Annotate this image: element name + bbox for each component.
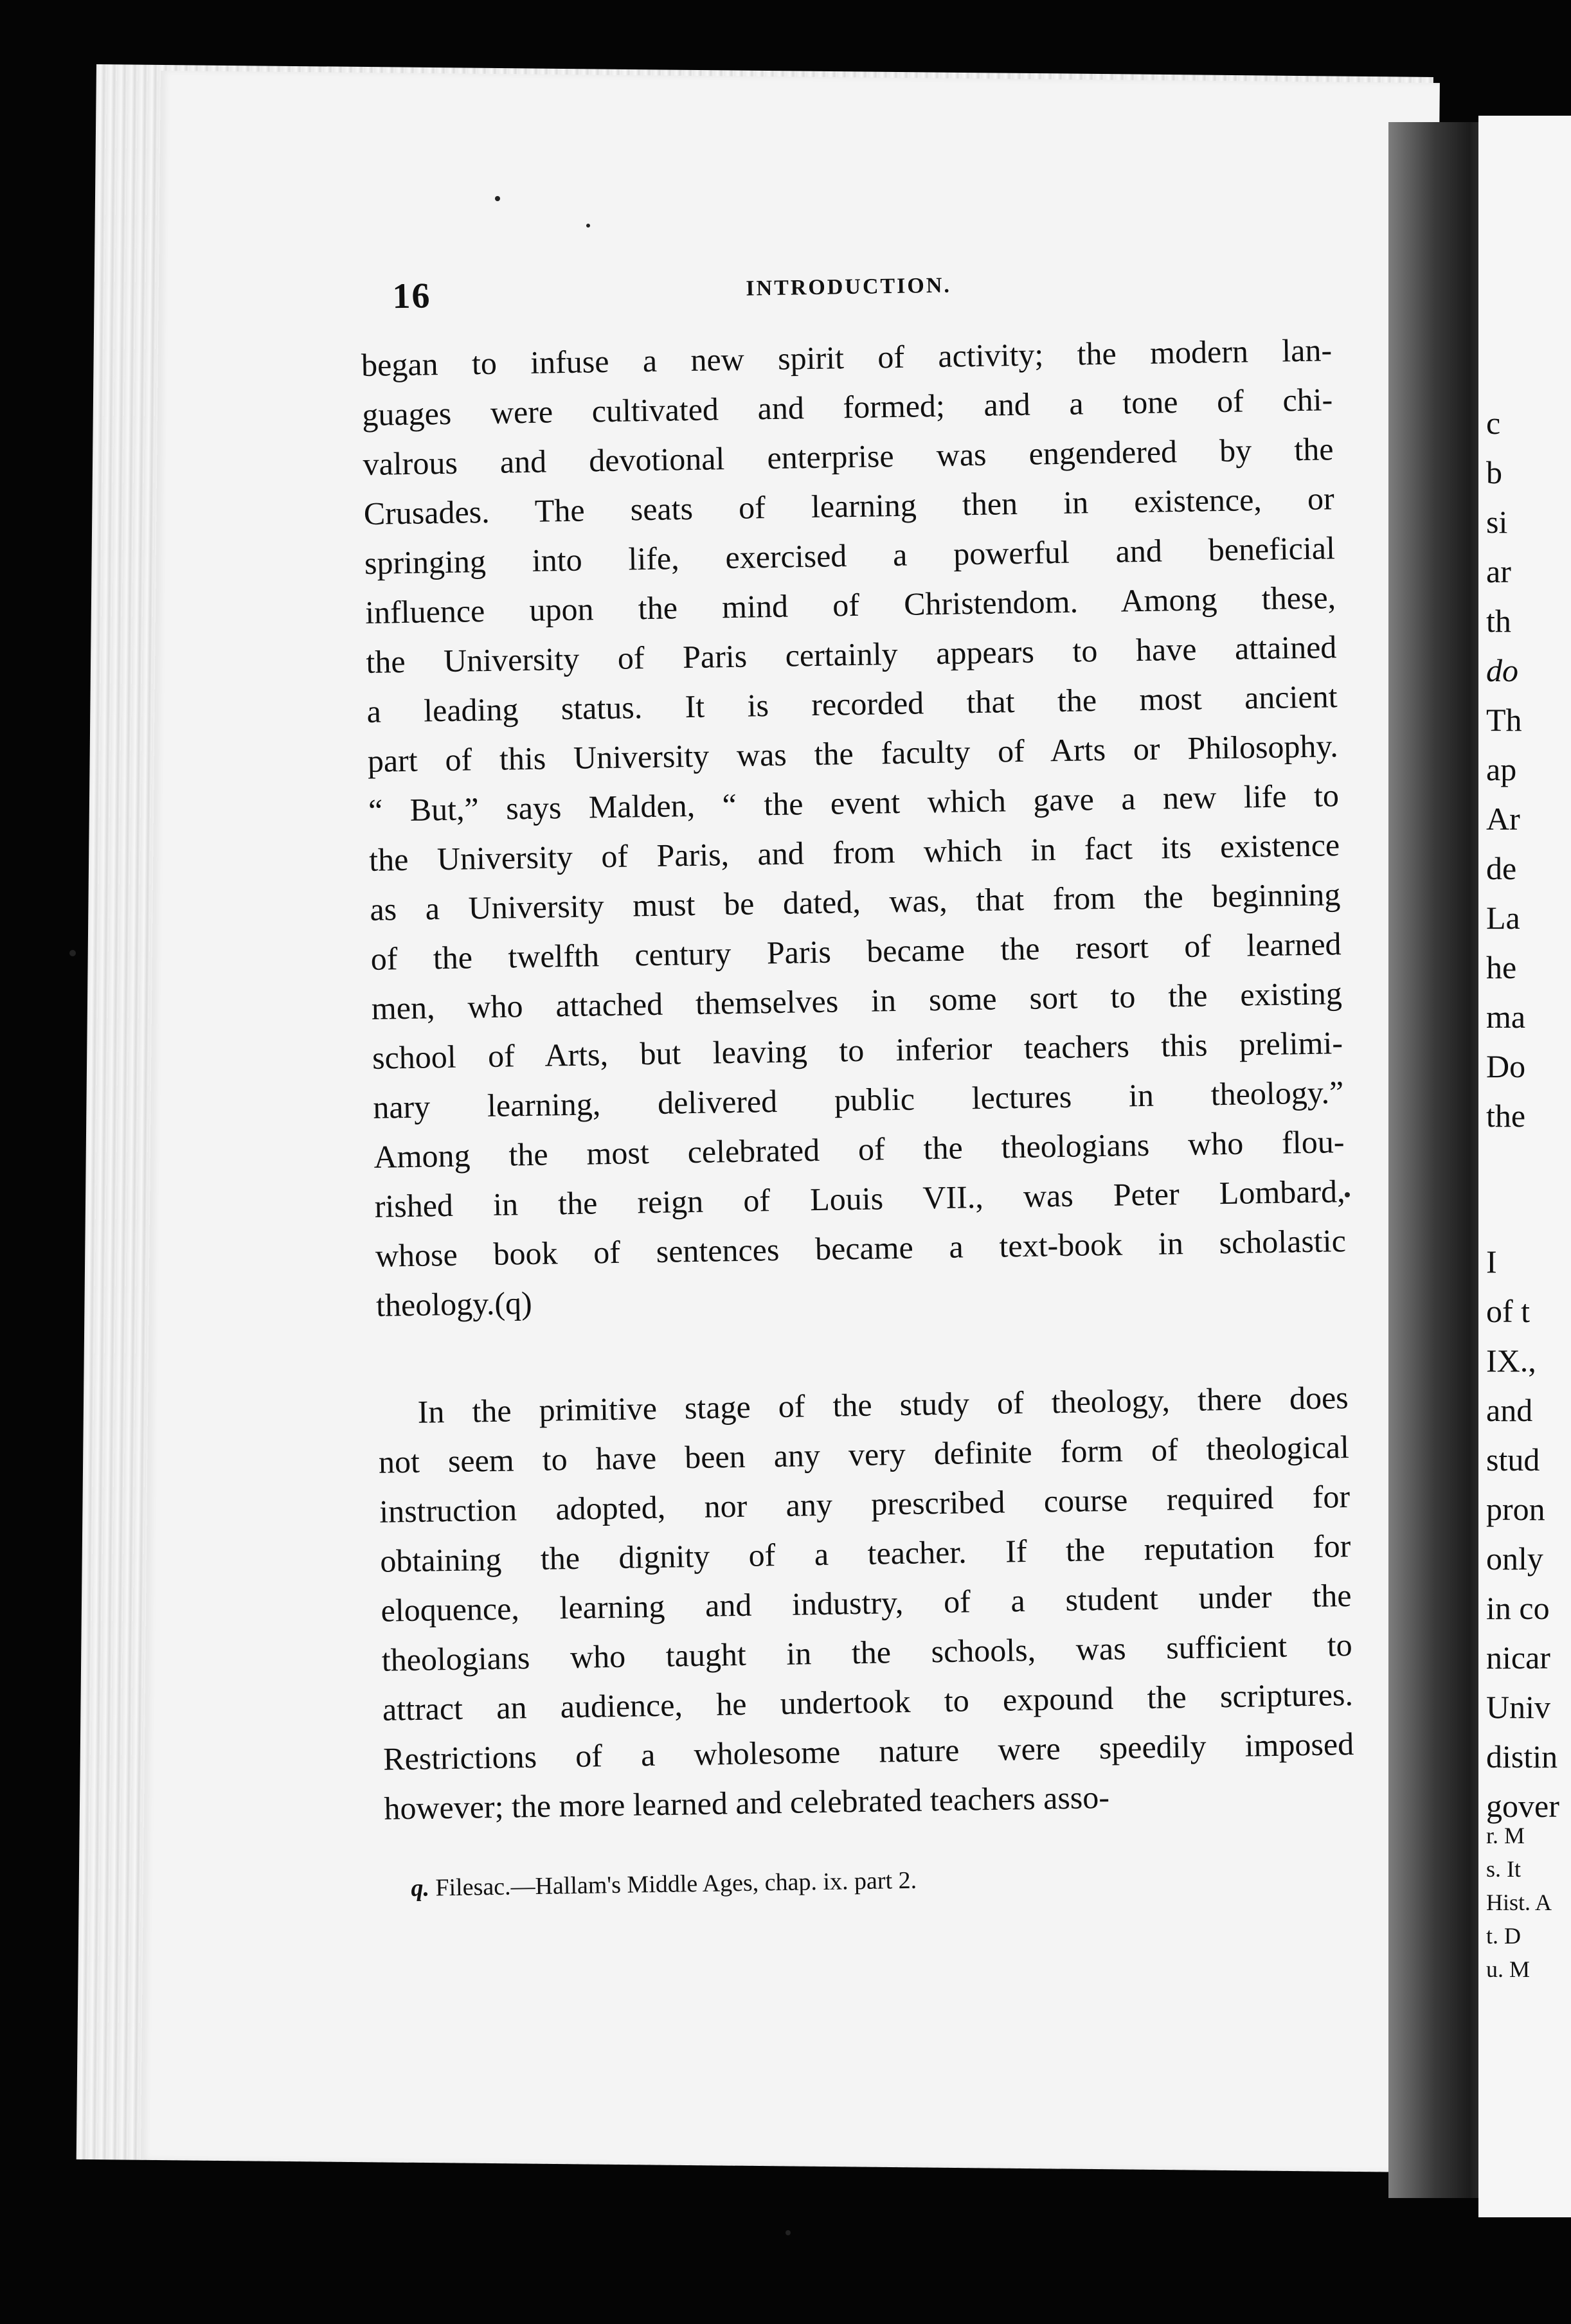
text-line: attract an audience, he undertook to expound the scriptures. bbox=[382, 1676, 1354, 1728]
text-line: nary learning, delivered public lectures in theology.” bbox=[372, 1074, 1344, 1125]
right-fragment: Th bbox=[1486, 702, 1522, 738]
text-line: began to infuse a new spirit of activity; the modern lan- bbox=[361, 332, 1333, 383]
text-line: as a University must be dated, was, that from the beginning bbox=[370, 876, 1341, 927]
text-line: the University of Paris certainly appears to have attained bbox=[365, 629, 1337, 680]
right-fragment: de bbox=[1486, 850, 1517, 886]
right-fragment: he bbox=[1486, 949, 1517, 985]
page-text bbox=[360, 261, 1356, 1905]
right-note: r. M bbox=[1486, 1823, 1525, 1848]
text-line: instruction adopted, nor any prescribed course required for bbox=[379, 1478, 1351, 1530]
text-line: springing into life, exercised a powerful and beneficial bbox=[364, 530, 1336, 581]
running-title: INTRODUCTION. bbox=[746, 273, 952, 301]
right-fragment: IX., bbox=[1486, 1343, 1536, 1379]
text-line: rished in the reign of Louis VII., was Peter Lombard, bbox=[374, 1173, 1345, 1224]
text-line: “ But,” says Malden, “ the event which gave a new life to bbox=[368, 777, 1340, 828]
right-fragment: the bbox=[1486, 1098, 1526, 1134]
text-line: influence upon the mind of Christendom. Among these, bbox=[364, 579, 1336, 630]
speck bbox=[586, 224, 590, 228]
text-line: whose book of sentences became a text-book in scholastic bbox=[375, 1222, 1347, 1274]
paragraph-1 bbox=[361, 325, 1347, 1330]
text-line: Crusades. The seats of learning then in existence, or bbox=[363, 480, 1335, 532]
text-line: eloquence, learning and industry, of a student under the bbox=[381, 1577, 1352, 1629]
text-line: In the primitive stage of the study of theology, there does bbox=[417, 1379, 1349, 1430]
right-fragment: do bbox=[1486, 652, 1518, 688]
text-line: the University of Paris, and from which in fact its existence bbox=[368, 827, 1340, 878]
right-fragment: only bbox=[1486, 1541, 1543, 1577]
right-note: u. M bbox=[1486, 1956, 1531, 1982]
right-page-text bbox=[1486, 398, 1571, 1831]
right-note: Hist. A bbox=[1486, 1890, 1552, 1915]
text-line: valrous and devotional enterprise was engendered by the bbox=[363, 431, 1334, 482]
text-line: however; the more learned and celebrated teachers asso- bbox=[384, 1778, 1110, 1827]
right-note: t. D bbox=[1486, 1923, 1521, 1949]
text-line: of the twelfth century Paris became the resort of learned bbox=[370, 925, 1342, 977]
footnote-text: Filesac.—Hallam's Middle Ages, chap. ix. part 2. bbox=[435, 1866, 917, 1902]
right-fragment: si bbox=[1486, 504, 1508, 540]
right-note: s. It bbox=[1486, 1856, 1521, 1882]
text-line: Among the most celebrated of the theologians who flou- bbox=[373, 1123, 1345, 1175]
right-fragment: ap bbox=[1486, 751, 1517, 787]
footnote-mark: q. bbox=[411, 1874, 430, 1902]
right-fragment: of t bbox=[1486, 1293, 1531, 1329]
speck bbox=[1345, 1192, 1350, 1197]
right-fragment: c bbox=[1486, 405, 1501, 441]
text-line: theology.(q) bbox=[375, 1284, 533, 1323]
right-fragment: gover bbox=[1486, 1788, 1559, 1824]
right-fragment: stud bbox=[1486, 1442, 1540, 1478]
speck bbox=[495, 196, 500, 201]
right-fragment: I bbox=[1486, 1244, 1497, 1280]
right-fragment: ar bbox=[1486, 553, 1511, 589]
text-line: a leading status. It is recorded that the most ancient bbox=[366, 678, 1338, 729]
text-line: theologians who taught in the schools, was sufficient to bbox=[381, 1627, 1353, 1678]
right-fragment: b bbox=[1486, 454, 1502, 490]
right-fragment: th bbox=[1486, 603, 1511, 639]
right-fragment: distin bbox=[1486, 1739, 1558, 1774]
paragraph-2 bbox=[377, 1373, 1355, 1834]
text-line: guages were cultivated and formed; and a tone of chi- bbox=[361, 381, 1333, 433]
text-line: school of Arts, but leaving to inferior teachers this prelimi- bbox=[372, 1024, 1343, 1076]
text-line: obtaining the dignity of a teacher. If the reputation for bbox=[379, 1528, 1351, 1579]
page-number: 16 bbox=[392, 276, 431, 317]
right-fragment: Univ bbox=[1486, 1689, 1550, 1725]
text-line: not seem to have been any very definite form of theological bbox=[378, 1429, 1350, 1480]
right-page-notes bbox=[1486, 1819, 1571, 1986]
right-fragment: ma bbox=[1486, 999, 1526, 1035]
right-fragment: La bbox=[1486, 900, 1520, 936]
right-fragment: Ar bbox=[1486, 801, 1520, 837]
right-fragment: in co bbox=[1486, 1590, 1550, 1626]
speck bbox=[786, 2230, 791, 2235]
text-line: men, who attached themselves in some sort to the existing bbox=[371, 975, 1343, 1026]
speck bbox=[69, 950, 76, 956]
right-fragment: pron bbox=[1486, 1491, 1545, 1527]
right-fragment: and bbox=[1486, 1392, 1533, 1428]
right-fragment-gap bbox=[1486, 1141, 1571, 1237]
text-line: Restrictions of a wholesome nature were speedily imposed bbox=[382, 1726, 1354, 1777]
right-fragment: Do bbox=[1486, 1048, 1526, 1084]
text-line: part of this University was the faculty of Arts or Philosophy. bbox=[367, 728, 1339, 779]
right-fragment: nicar bbox=[1486, 1640, 1550, 1676]
